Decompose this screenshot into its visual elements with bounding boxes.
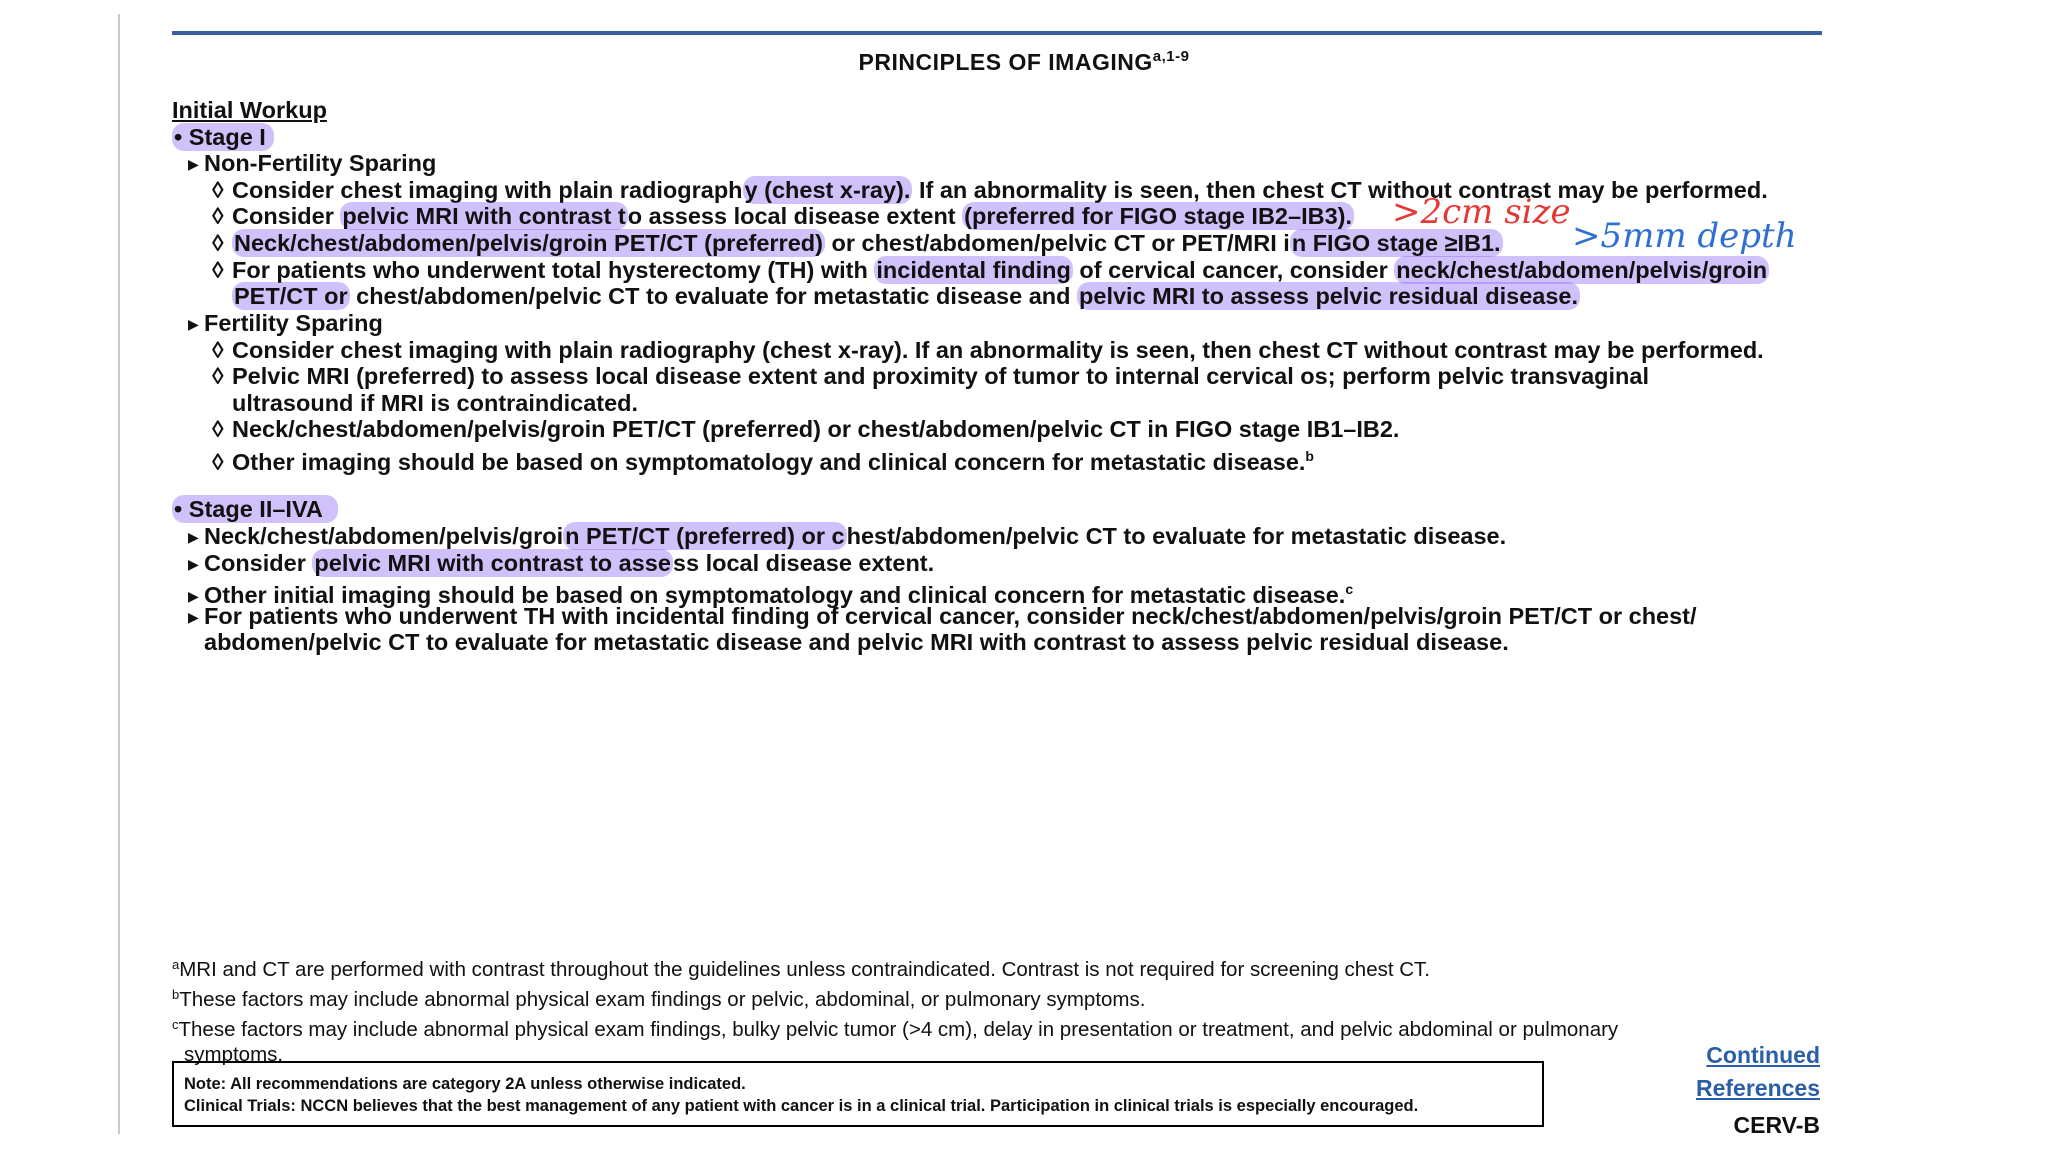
handwritten-note-size: >2cm size [1392,192,1571,232]
clinical-trials-line: Clinical Trials: NCCN believes that the best management of any patient with cancer is in a clinical trial. Participation in clinical trials is especially encouraged. [184,1097,1419,1115]
nf-item-pelvic-mri: ◊ Consider pelvic MRI with contrast to assess local disease extent (preferred for FIGO stage IB2–IB3). [212,203,1352,229]
s2-item-th-line1: ▶ For patients who underwent TH with incidental finding of cervical cancer, consider neck/chest/abdomen/pelvis/groin PET/CT or chest/ [188,603,1697,629]
stage-i-heading: • Stage I [172,124,274,150]
s2-item-other-imaging: ▶ Other initial imaging should be based on symptomatology and clinical concern for metastatic disease.$^c$ [188,581,1354,608]
page-left-border [118,14,120,1134]
triangle-bullet-icon: ▶ [188,316,199,332]
triangle-bullet-icon: ▶ [188,156,199,172]
fs-item-pelvic-mri-line1: ◊ Pelvic MRI (preferred) to assess local disease extent and proximity of tumor to internal cervical os; perform pelvic transvaginal [212,363,1649,389]
fs-item-chest-xray: ◊ Consider chest imaging with plain radiography (chest x-ray). If an abnormality is seen, then chest CT without contrast may be performed. [212,337,1764,363]
diamond-bullet-icon: ◊ [212,203,224,229]
nf-item-pet-ct: ◊ Neck/chest/abdomen/pelvis/groin PET/CT (preferred) or chest/abdomen/pelvic CT or PET/MRI in FIGO stage ≥IB1. [212,230,1501,256]
page-code: CERV-B [1733,1112,1820,1138]
diamond-bullet-icon: ◊ [212,448,224,475]
triangle-bullet-icon: ▶ [188,556,199,572]
continued-link[interactable]: Continued [1706,1042,1820,1068]
note-line: Note: All recommendations are category 2A unless otherwise indicated. [184,1075,746,1093]
footnote-b: $^b$These factors may include abnormal physical exam findings or pelvic, abdominal, or pulmonary symptoms. [172,987,1146,1011]
fs-item-other-imaging: ◊ Other imaging should be based on symptomatology and clinical concern for metastatic disease.$^b$ [212,448,1314,475]
fs-item-pet-ct: ◊ Neck/chest/abdomen/pelvis/groin PET/CT (preferred) or chest/abdomen/pelvic CT in FIGO stage IB1–IB2. [212,416,1400,442]
note-box [172,1061,1544,1127]
top-rule [172,31,1822,35]
non-fertility-heading: ▶ Non-Fertility Sparing [188,150,437,176]
handwritten-note-depth: >5mm depth [1572,216,1797,256]
diamond-bullet-icon: ◊ [212,416,224,442]
s2-item-pet-ct: ▶ Neck/chest/abdomen/pelvis/groin PET/CT (preferred) or chest/abdomen/pelvic CT to evaluate for metastatic disease. [188,523,1507,549]
footnote-c: $^c$These factors may include abnormal physical exam findings, bulky pelvic tumor (>4 cm), delay in presentation or treatment, and pelvic abdominal or pulmonary [172,1017,1619,1041]
nf-item-chest-xray: ◊ Consider chest imaging with plain radiography (chest x-ray). If an abnormality is seen, then chest CT without contrast may be performed. [212,177,1768,203]
footnote-c-continued: symptoms. [184,1043,284,1066]
triangle-bullet-icon: ▶ [188,529,199,545]
nf-item-hysterectomy-line2: PET/CT or chest/abdomen/pelvic CT to evaluate for metastatic disease and pelvic MRI to assess pelvic residual disease. [234,283,1579,309]
references-link[interactable]: References [1695,1075,1820,1101]
nf-item-hysterectomy-line1: ◊ For patients who underwent total hysterectomy (TH) with incidental finding of cervical cancer, consider neck/chest/abdomen/pelvis/groin [212,257,1768,283]
triangle-bullet-icon: ▶ [188,587,199,604]
diamond-bullet-icon: ◊ [212,363,224,389]
footnotes [172,952,1618,1067]
diamond-bullet-icon: ◊ [212,337,224,363]
fertility-sparing-heading: ▶ Fertility Sparing [188,310,383,336]
s2-item-pelvic-mri: ▶ Consider pelvic MRI with contrast to assess local disease extent. [188,550,935,576]
diamond-bullet-icon: ◊ [212,177,224,203]
footnote-a: $^a$MRI and CT are performed with contrast throughout the guidelines unless contraindicated. Contrast is not required for screening chest CT. [172,957,1431,981]
stage-ii-iva-heading: • Stage II–IVA [172,496,338,522]
fs-item-pelvic-mri-line2: ultrasound if MRI is contraindicated. [232,390,639,416]
diamond-bullet-icon: ◊ [212,230,224,256]
section-heading-initial-workup: Initial Workup [172,97,327,123]
triangle-bullet-icon: ▶ [188,609,199,625]
page-title: PRINCIPLES OF IMAGING$^{a,1-9}$ [858,48,1190,75]
diamond-bullet-icon: ◊ [212,257,224,283]
s2-item-th-line2: abdomen/pelvic CT to evaluate for metastatic disease and pelvic MRI with contrast to assess pelvic residual disease. [204,629,1509,655]
